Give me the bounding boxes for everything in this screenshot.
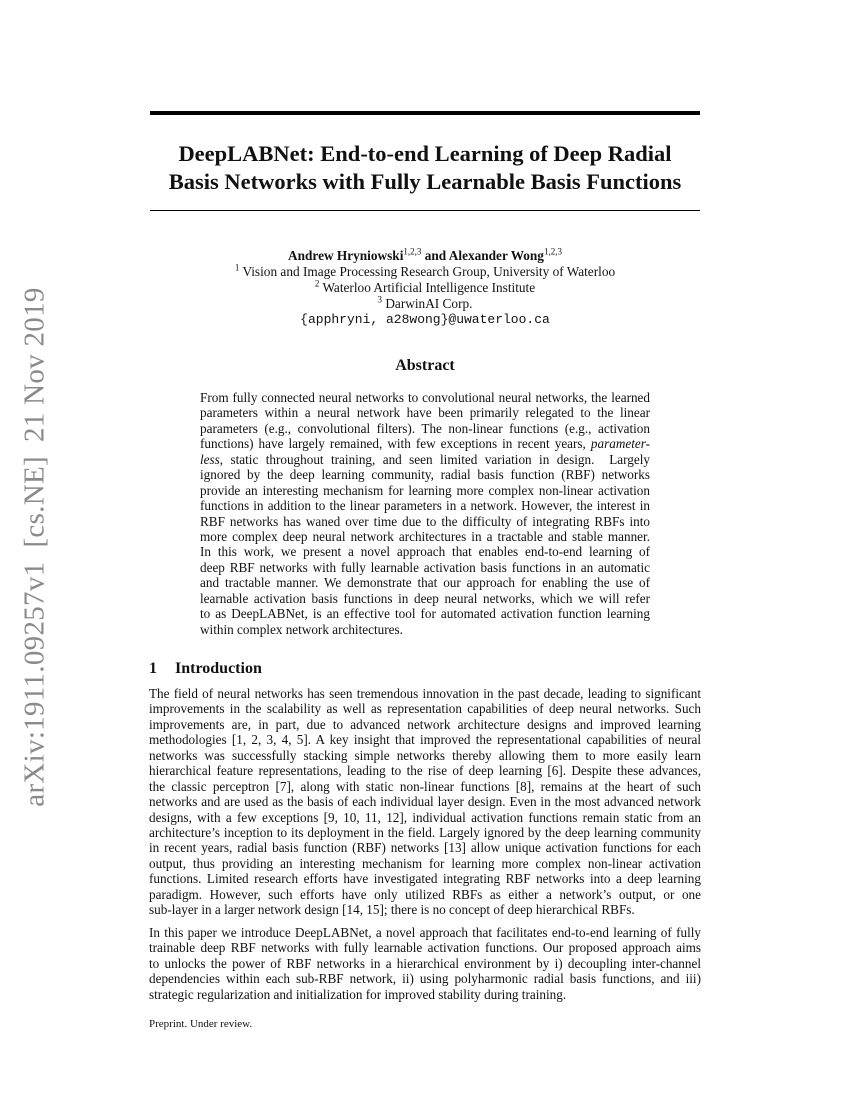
text-line: methodologies [1, 2, 3, 4, 5]. A key insight that improved the representational capabilities of neural [149,732,701,748]
author-email: {apphryni, a28wong}@uwaterloo.ca [300,312,550,327]
emphasis: parameter- [590,436,650,452]
emphasis: less [200,451,220,467]
abstract-body [200,390,650,637]
text-line: output, thus providing an interesting mechanism for learning more complex non-linear activation [149,855,701,871]
affiliation-mark: 2 [314,278,320,289]
author-names [150,248,700,264]
text-line [200,436,650,451]
title-bottom-rule [150,210,700,211]
text-line: architecture’s inception to its deployment in the field. Largely ignored by the deep learning community [149,824,701,840]
text-line: learnable activation basis functions in deep neural networks, which we will refer [200,590,650,606]
text-line: networks and are used as the basis of each individual layer design. Even in the most advanced network [149,794,701,810]
text-line: deep RBF networks with fully learnable activation basis functions in an automatic [200,559,650,575]
text-line: The field of neural networks has seen tremendous innovation in the past decade, leading to significant [149,686,701,701]
author-conjunction: and [421,248,449,263]
text-line: paradigm. However, such efforts have only utilized RBFs as either a network’s output, or one [149,886,701,902]
text-line: ignored by the deep learning community, radial basis function (RBF) networks [200,467,650,483]
text-line: parameters (e.g., convolutional filters). The non-linear functions (e.g., activation [200,420,650,436]
text-line: strategic regularization and initialization for improved stability during training. [149,986,567,1002]
arxiv-stamp [19,273,52,806]
text-line: sub-layer in a larger network design [14, 15]; there is no concept of deep hierarchical RBFs. [149,902,635,918]
author-name: Andrew Hryniowski [288,248,404,263]
text-line: networks was successfully stacking simple networks thereby allowing them to more easily learn [149,747,701,763]
text-line: the classic perceptron [7], along with static non-linear functions [8], remains at the heart of such [149,778,701,794]
text-line: dependencies within each sub-RBF network, ii) using polyharmonic radial basis functions, and iii) [149,971,701,987]
section-number: 1 [149,660,157,677]
section-heading-introduction [149,660,262,678]
author-block [150,248,700,328]
text-line: and tractable manner. We demonstrate that our approach for enabling the use of [200,575,650,591]
text-line: From fully connected neural networks to convolutional neural networks, the learned [200,390,650,405]
section-title: Introduction [175,660,262,677]
text-line: RBF networks has waned over time due to the difficulty of integrating RBFs into [200,513,650,529]
text-line: In this paper we introduce DeepLABNet, a novel approach that facilitates end-to-end learning of fully [149,925,701,940]
affiliation [150,296,700,312]
text-line: functions. Limited research efforts have investigated integrating RBF networks into a deep learning [149,871,701,887]
text-line: parameters within a neural network have been primarily relegated to the linear [200,405,650,421]
affiliation-mark: 3 [377,294,382,305]
affiliation [150,280,700,296]
text-line: hierarchical feature representations, leading to the rise of deep learning [6]. Despite these advances, [149,763,701,779]
text-line: to unlocks the power of RBF networks in a hierarchical environment by i) decoupling inter-channel [149,955,701,971]
text-span: functions) have largely remained, with few exceptions in recent years, [200,436,591,452]
text-line [200,452,650,467]
text-span: , static throughout training, and seen limited variation in design. Largely [219,451,650,467]
author-affil-marks: 1,2,3 [543,246,562,257]
affiliation [150,264,700,280]
arxiv-date: 21 Nov 2019 [18,287,51,443]
title-line: Basis Networks with Fully Learnable Basis Functions [168,169,682,194]
introduction-paragraph-1 [149,686,701,918]
introduction-paragraph-2 [149,925,701,1002]
text-line: provide an interesting mechanism for learning more complex non-linear activation [200,482,650,498]
text-line: improvements are, in part, due to advanced network architecture designs and improved learning [149,716,701,732]
affiliation-mark: 1 [234,262,240,273]
text-line: In this work, we present a novel approach that enables end-to-end learning of [200,544,650,560]
text-line: designs, with a few exceptions [9, 10, 11, 12], individual activation functions remain static from an [149,809,701,825]
text-line: trainable deep RBF networks with fully learnable activation functions. Our proposed approach aims [149,940,701,956]
text-line: within complex network architectures. [200,621,403,637]
author-name: Alexander Wong [448,248,544,263]
text-line: to as DeepLABNet, is an effective tool for automated activation function learning [200,606,650,622]
affiliation-text: Waterloo Artificial Intelligence Institute [322,280,536,295]
title-top-rule [150,111,700,115]
paper-title [150,140,700,196]
arxiv-category: [cs.NE] [18,456,51,548]
author-affil-marks: 1,2,3 [403,246,422,257]
text-line: functions in addition to the linear parameters in a network. However, the interest in [200,498,650,514]
affiliation-text: Vision and Image Processing Research Group, University of Waterloo [242,264,616,279]
abstract-heading: Abstract [395,357,455,374]
text-line: more complex deep neural network architectures in a tractable and stable manner. [200,528,650,544]
text-line: in recent years, radial basis function (RBF) networks [13] allow unique activation functions for each [149,840,701,856]
arxiv-id[interactable]: arXiv:1911.09257v1 [18,561,51,807]
affiliation-text: DarwinAI Corp. [385,296,473,311]
footer-note: Preprint. Under review. [149,1018,253,1030]
text-line: improvements in the scalability as well as representation capabilities of deep neural networks. Such [149,701,701,717]
title-line: DeepLABNet: End-to-end Learning of Deep Radial [178,141,672,166]
